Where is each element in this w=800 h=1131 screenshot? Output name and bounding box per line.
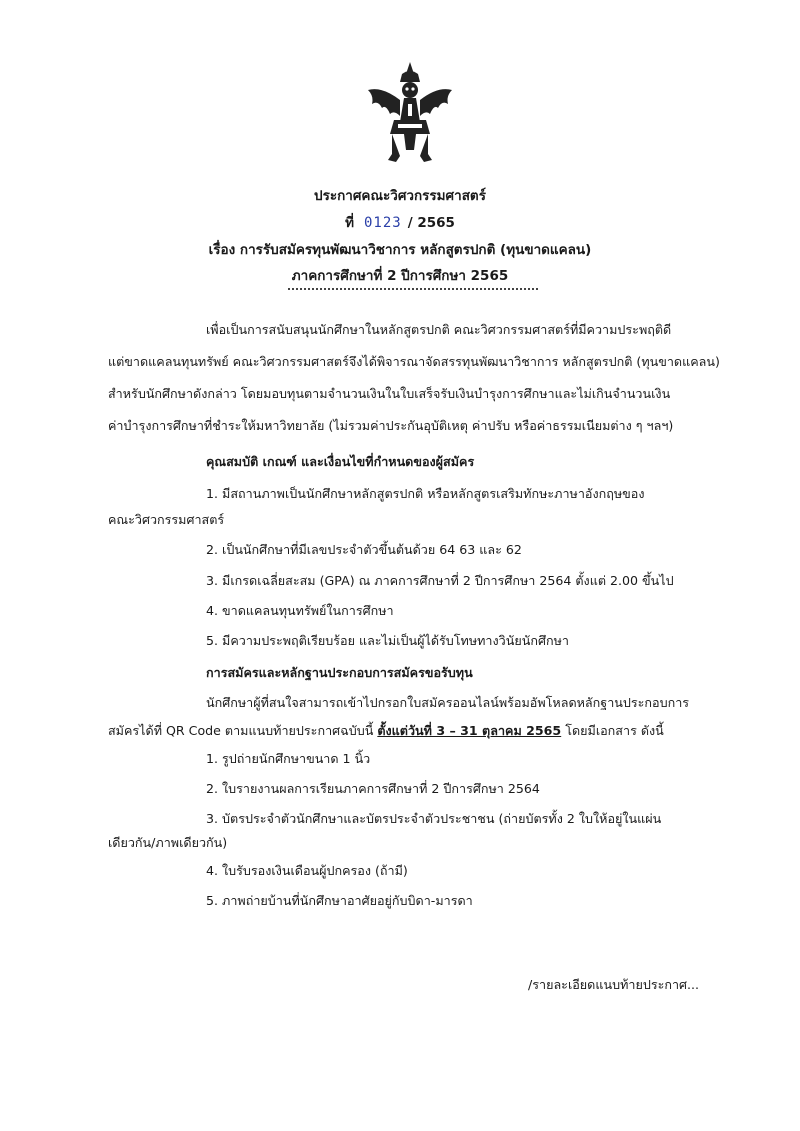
number-prefix: ที่ [345,215,354,231]
qualification-item: 5. มีความประพฤติเรียบร้อย และไม่เป็นผู้ได้รับโทษทางวินัยนักศึกษา [206,633,569,648]
garuda-emblem-icon [364,60,456,164]
application-para [108,721,664,741]
dotted-divider [288,288,538,290]
document-item: 5. ภาพถ่ายบ้านที่นักศึกษาอาศัยอยู่กับบิดา-มารดา [206,893,473,908]
qualifications-heading: คุณสมบัติ เกณฑ์ และเงื่อนไขที่กำหนดของผู้สมัคร [206,454,475,469]
intro-line: สำหรับนักศึกษาดังกล่าว โดยมอบทุนตามจำนวนเงินในใบเสร็จรับเงินบำรุงการศึกษาและไม่เกินจำนวนเงิน [108,386,671,401]
announcement-number [0,211,800,233]
application-heading: การสมัครและหลักฐานประกอบการสมัครขอรับทุน [206,665,473,680]
para-text: สมัครได้ที่ QR Code ตามแนบท้ายประกาศฉบับนี้ [108,723,378,738]
document-item: 4. ใบรับรองเงินเดือนผู้ปกครอง (ถ้ามี) [206,863,408,878]
document-item: 2. ใบรายงานผลการเรียนภาคการศึกษาที่ 2 ปีการศึกษา 2564 [206,781,540,796]
intro-line: แต่ขาดแคลนทุนทรัพย์ คณะวิศวกรรมศาสตร์จึงได้พิจารณาจัดสรรทุนพัฒนาวิชาการ หลักสูตรปกติ (ทุนขาดแคลน) [108,354,720,369]
qualification-item: 3. มีเกรดเฉลี่ยสะสม (GPA) ณ ภาคการศึกษาที่ 2 ปีการศึกษา 2564 ตั้งแต่ 2.00 ขึ้นไป [206,573,674,588]
document-item: เดียวกัน/ภาพเดียวกัน) [108,835,228,850]
qualification-item: 1. มีสถานภาพเป็นนักศึกษาหลักสูตรปกติ หรือหลักสูตรเสริมทักษะภาษาอังกฤษของ [206,486,645,501]
application-para: นักศึกษาผู้ที่สนใจสามารถเข้าไปกรอกใบสมัครออนไลน์พร้อมอัพโหลดหลักฐานประกอบการ [206,695,690,710]
document-item: 1. รูปถ่ายนักศึกษาขนาด 1 นิ้ว [206,751,371,766]
intro-line: เพื่อเป็นการสนับสนุนนักศึกษาในหลักสูตรปกติ คณะวิศวกรรมศาสตร์ที่มีความประพฤติดี [206,322,672,337]
handwritten-number: 0123 [363,215,402,231]
qualification-item: 4. ขาดแคลนทุนทรัพย์ในการศึกษา [206,603,394,618]
announcement-title: ประกาศคณะวิศวกรรมศาสตร์ [314,188,486,204]
qualification-item: 2. เป็นนักศึกษาที่มีเลขประจำตัวขึ้นต้นด้วย 64 63 และ 62 [206,542,522,557]
para-text: โดยมีเอกสาร ดังนี้ [561,723,664,738]
announcement-term: ภาคการศึกษาที่ 2 ปีการศึกษา 2565 [291,268,509,284]
application-date-range: ตั้งแต่วันที่ 3 – 31 ตุลาคม 2565 [377,723,562,738]
qualification-item: คณะวิศวกรรมศาสตร์ [108,512,225,527]
number-year: / 2565 [407,215,455,231]
document-item: 3. บัตรประจำตัวนักศึกษาและบัตรประจำตัวประชาชน (ถ่ายบัตรทั้ง 2 ใบให้อยู่ในแผ่น [206,811,662,826]
continued-note: /รายละเอียดแนบท้ายประกาศ... [528,977,700,992]
intro-line: ค่าบำรุงการศึกษาที่ชำระให้มหาวิทยาลัย (ไม่รวมค่าประกันอุบัติเหตุ ค่าปรับ หรือค่าธรรมเนียมต่าง ๆ ฯลฯ) [108,418,674,433]
announcement-subject: เรื่อง การรับสมัครทุนพัฒนาวิชาการ หลักสูตรปกติ (ทุนขาดแคลน) [208,242,592,258]
